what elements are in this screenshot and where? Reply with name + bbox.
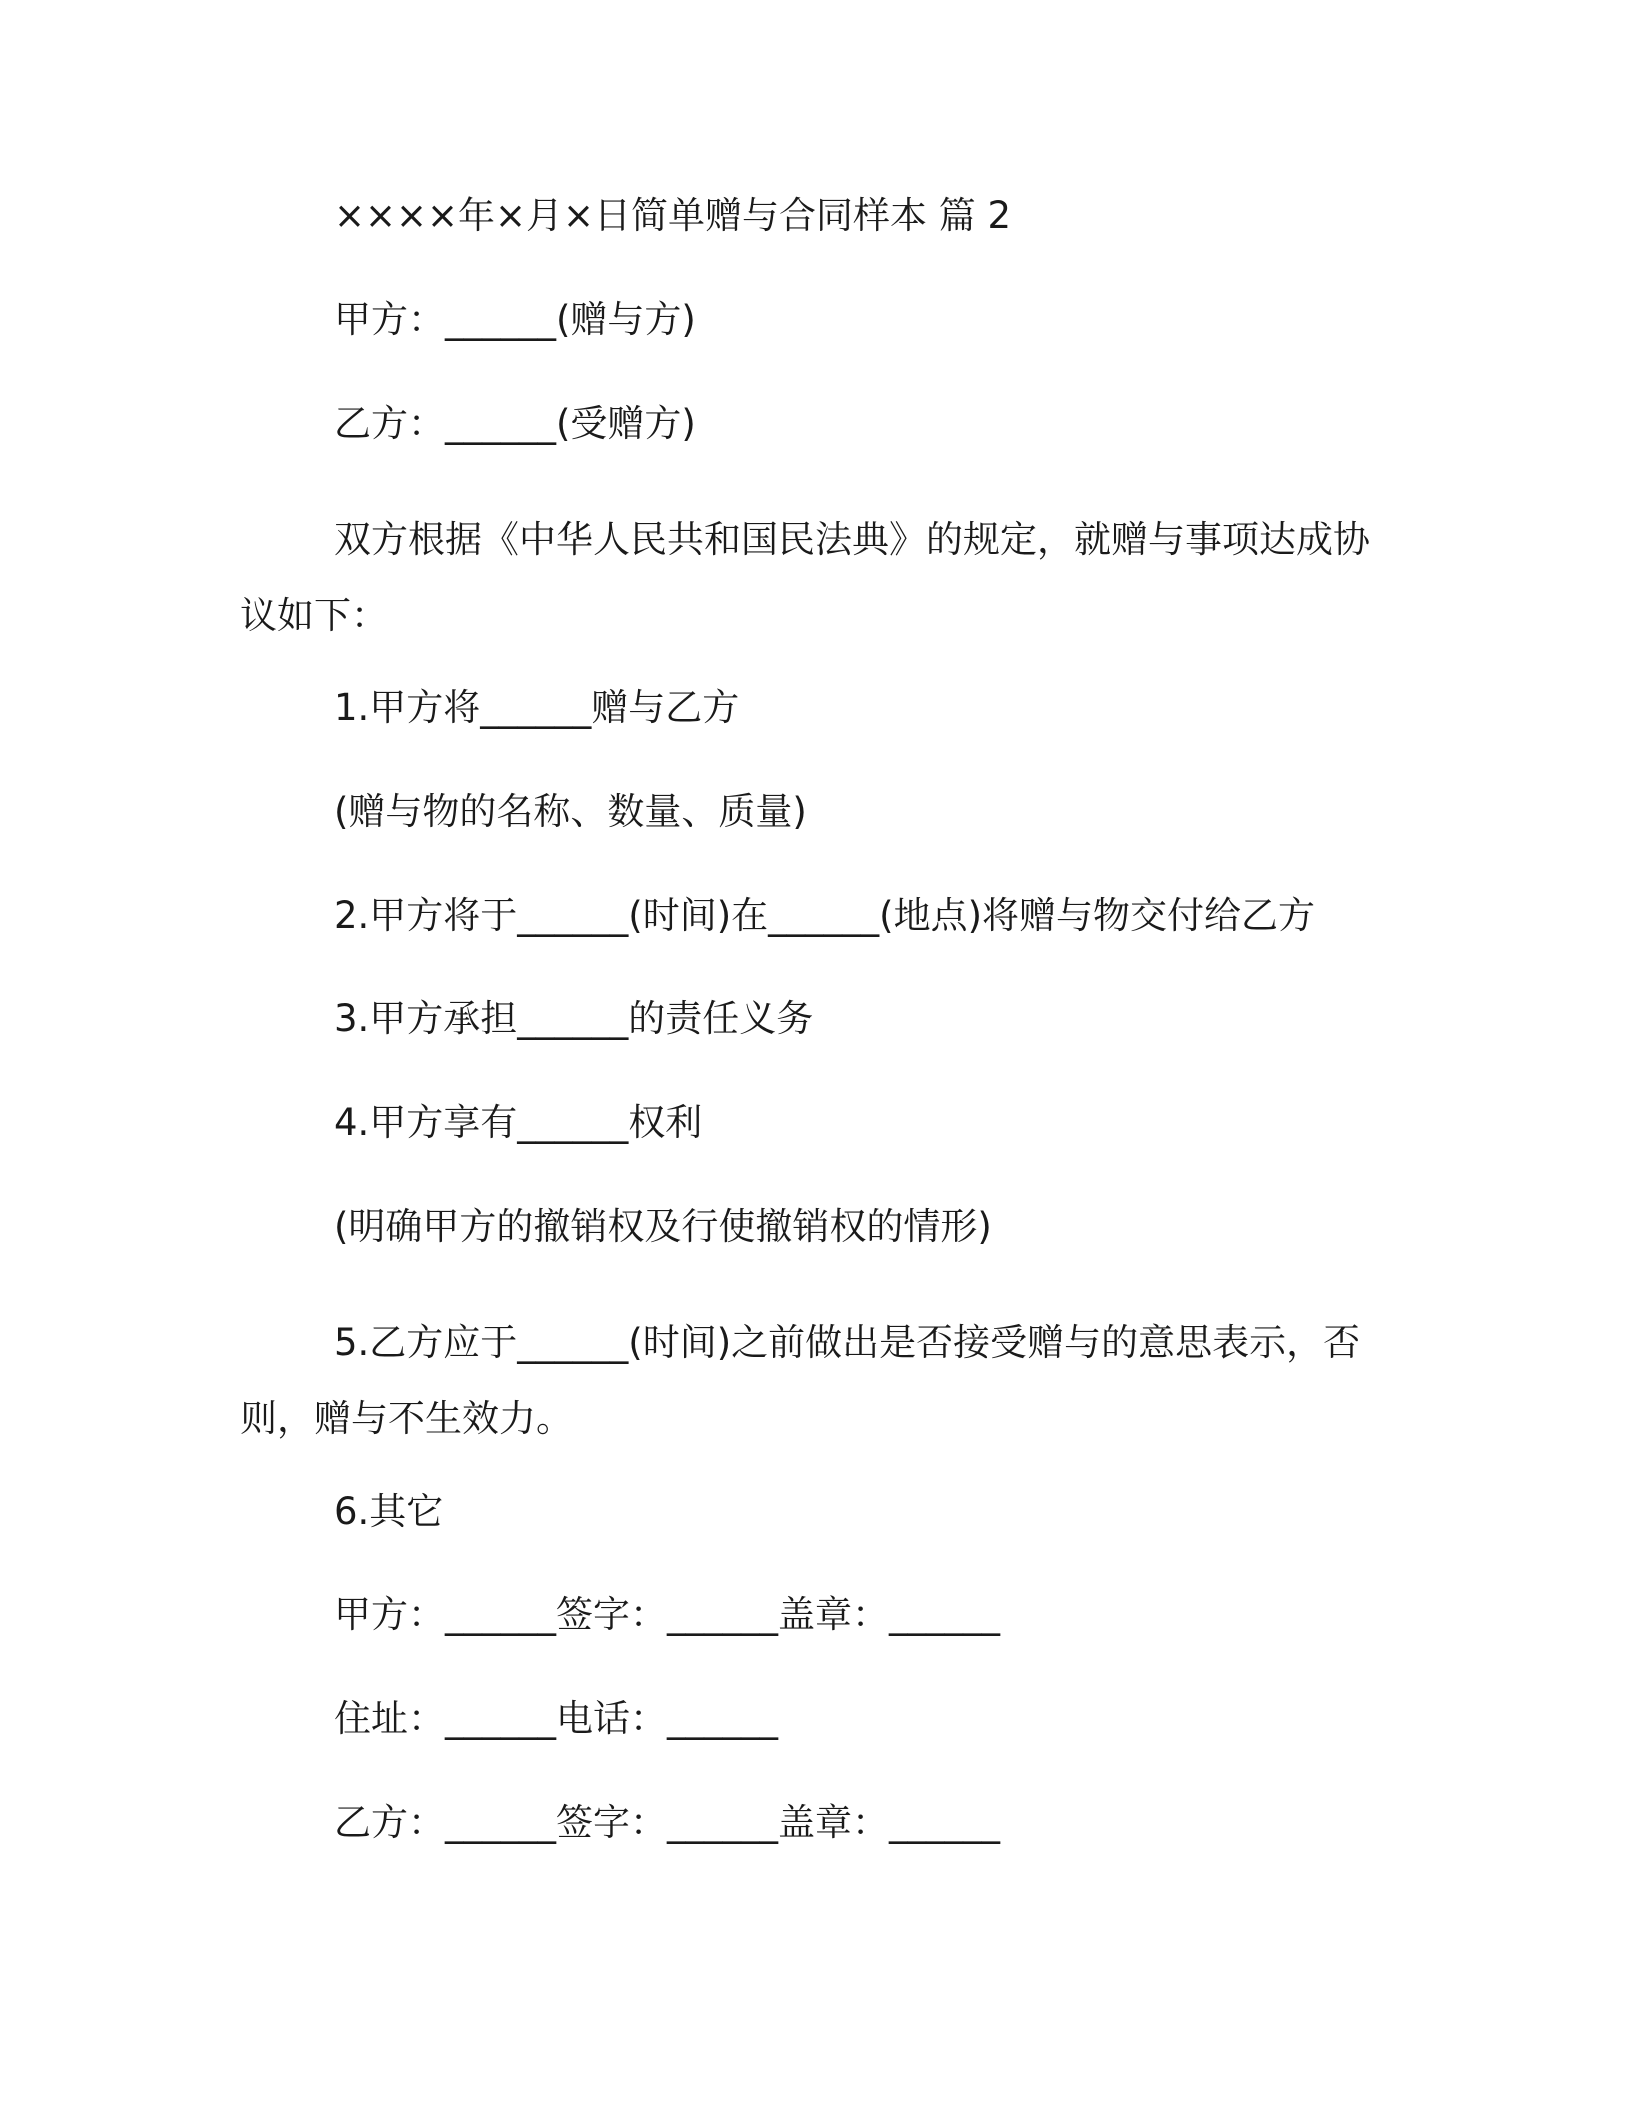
- party-b-signature-line: 乙方：______签字：______盖章：______: [334, 1801, 1000, 1844]
- document-title: ××××年×月×日简单赠与合同样本 篇 2: [334, 194, 1012, 237]
- clause-1-note: (赠与物的名称、数量、质量): [334, 790, 807, 833]
- party-b-line: 乙方：______(受赠方): [334, 402, 696, 445]
- party-a-signature-line: 甲方：______签字：______盖章：______: [334, 1593, 1000, 1636]
- clause-2: 2.甲方将于______(时间)在______(地点)将赠与物交付给乙方: [334, 894, 1316, 937]
- clause-6: 6.其它: [334, 1490, 444, 1533]
- clause-4: 4.甲方享有______权利: [334, 1101, 703, 1144]
- party-a-line: 甲方：______(赠与方): [334, 298, 696, 341]
- clause-1: 1.甲方将______赠与乙方: [334, 686, 740, 729]
- clause-4-note: (明确甲方的撤销权及行使撤销权的情形): [334, 1205, 992, 1248]
- clause-3: 3.甲方承担______的责任义务: [334, 997, 814, 1040]
- party-a-address-line: 住址：______电话：______: [334, 1697, 778, 1740]
- intro-paragraph: 双方根据《中华人民共和国民法典》的规定，就赠与事项达成协议如下：: [240, 518, 1370, 637]
- clause-5: 5.乙方应于______(时间)之前做出是否接受赠与的意思表示，否则，赠与不生效力。: [240, 1321, 1361, 1440]
